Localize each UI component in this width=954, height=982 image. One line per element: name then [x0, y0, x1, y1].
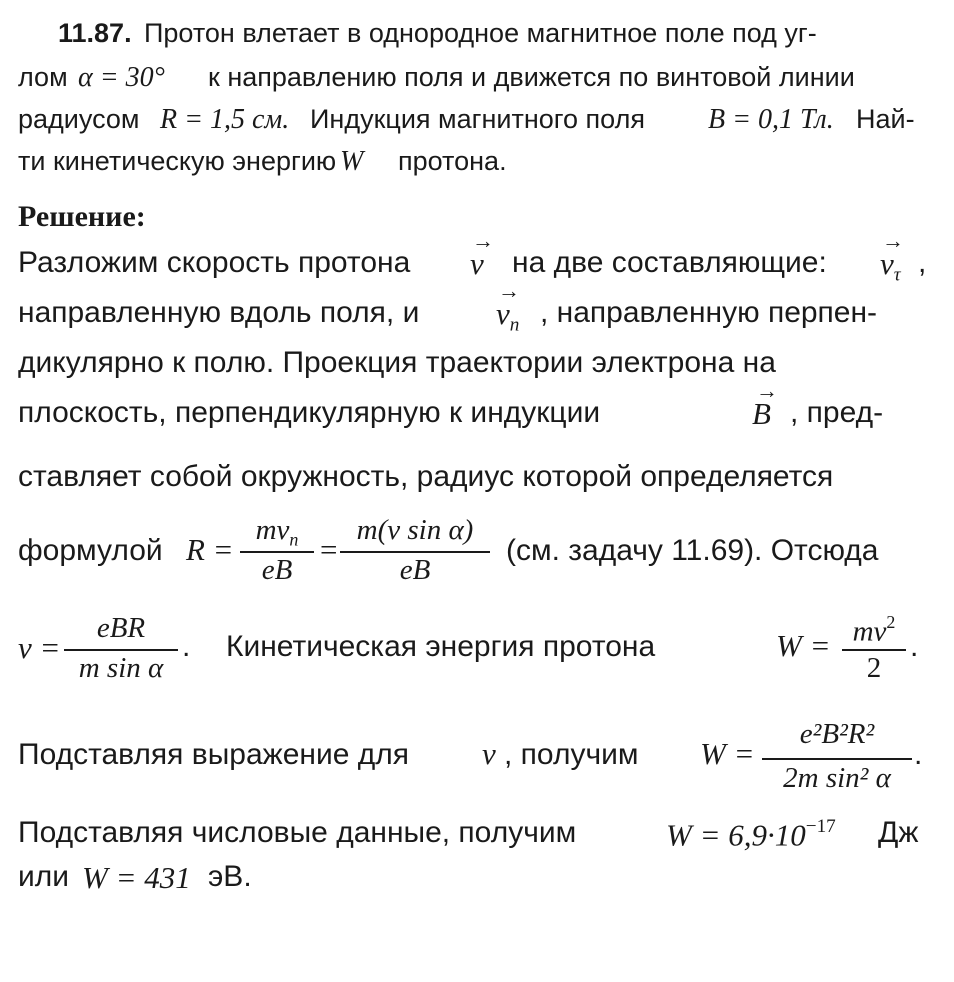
velocity-vector: → v: [470, 228, 494, 281]
fraction-mv2-2: $mv^2$ 2: [842, 606, 906, 690]
energy-ev: W = 431: [82, 860, 191, 895]
velocity-tau-vector: → $v_\tau$: [880, 228, 904, 286]
fraction-e2B2R2: e²B²R² 2m sin² α: [762, 714, 912, 802]
solution-line-4: плоскость, перпендикулярную к индукции → B , пред-: [18, 378, 884, 431]
solution-line-2: направленную вдоль поля, и → $v_n$ , направленную перпен-: [18, 278, 878, 336]
solution-line-9: Подставляя числовые данные, получим $W = 6,9\cdot 10^{-17}$ Дж: [18, 816, 919, 853]
problem-text: Протон влетает в однородное магнитное поле под уг-: [144, 18, 817, 48]
angle-formula: α = 30°: [78, 62, 165, 93]
induction-formula: B = 0,1 Тл.: [708, 104, 834, 135]
solution-line-8: Подставляя выражение для v , получим W = e²B²R² 2m sin² α .: [0, 714, 954, 802]
problem-line-3: радиусом R = 1,5 см. Индукция магнитного поля B = 0,1 Тл. Най-: [18, 104, 915, 135]
radius-formula: R = 1,5 см.: [160, 104, 290, 135]
fraction-mvn-eB: $mv_n$ eB: [240, 510, 314, 590]
induction-vector: → B: [752, 378, 778, 431]
problem-number: 11.87.: [58, 18, 132, 48]
problem-line-1: [0, 18, 954, 66]
solution-line-1: Разложим скорость протона → v на две составляющие: → $v_\tau$ ,: [18, 228, 927, 286]
energy-joules: $W = 6,9\cdot 10^{-17}$: [666, 816, 836, 853]
solution-line-5: ставляет собой окружность, радиус которой определяется: [18, 460, 834, 493]
velocity-n-vector: → $v_n$: [496, 278, 520, 336]
solution-line-7: v = eBR m sin α . Кинетическая энергия протона W = $mv^2$ 2 .: [0, 606, 954, 690]
problem-line-2: лом α = 30° к направлению поля и движется по винтовой линии: [18, 62, 855, 93]
solution-heading: Решение:: [18, 200, 146, 233]
solution-line-3: дикулярно к полю. Проекция траектории электрона на: [18, 346, 776, 379]
fraction-mvsin-eB: m(v sin α) eB: [340, 510, 490, 590]
solution-line-6: формулой R = $mv_n$ eB = m(v sin α) eB (см. задачу 11.69). Отсюда: [0, 510, 954, 590]
problem-line-4: ти кинетическую энергию W протона.: [18, 146, 507, 177]
fraction-eBR-msin: eBR m sin α: [64, 606, 178, 690]
solution-line-10: или W = 431 эВ.: [18, 860, 252, 895]
